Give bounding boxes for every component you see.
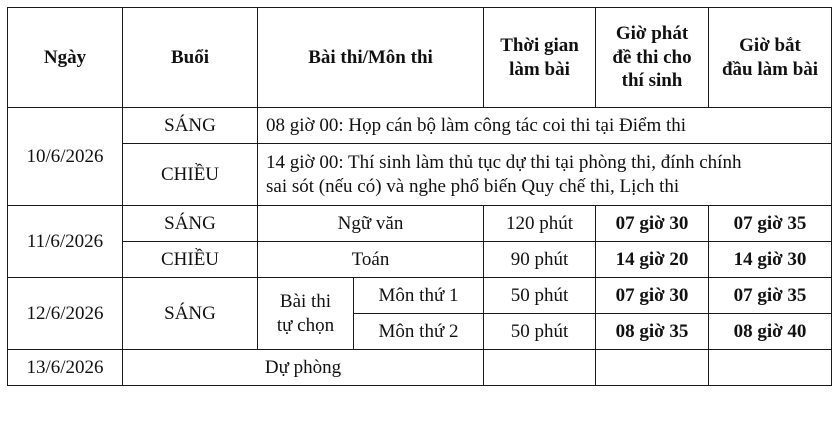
session-cell: SÁNG bbox=[123, 278, 258, 350]
start-time-cell: 08 giờ 40 bbox=[709, 314, 832, 350]
subject-cell: Môn thứ 2 bbox=[354, 314, 484, 350]
group-label-line: Bài thi bbox=[279, 290, 332, 312]
duration-cell: 50 phút bbox=[484, 278, 596, 314]
note-cell: 08 giờ 00: Họp cán bộ làm công tác coi thi tại Điểm thi bbox=[258, 108, 832, 144]
header-start-time bbox=[709, 8, 832, 108]
empty-cell bbox=[709, 350, 832, 386]
header-duration-line1: Thời gian bbox=[500, 34, 579, 56]
header-duration-line2: làm bài bbox=[509, 58, 570, 80]
header-duration bbox=[484, 8, 596, 108]
distribute-time-cell: 08 giờ 35 bbox=[596, 314, 709, 350]
session-cell: SÁNG bbox=[123, 206, 258, 242]
subject-cell: Ngữ văn bbox=[258, 206, 484, 242]
distribute-time-cell: 07 giờ 30 bbox=[596, 278, 709, 314]
note-line: sai sót (nếu có) và nghe phổ biến Quy chế thi, Lịch thi bbox=[266, 175, 680, 197]
subject-cell: Toán bbox=[258, 242, 484, 278]
subject-cell: Môn thứ 1 bbox=[354, 278, 484, 314]
header-distribute-time bbox=[596, 8, 709, 108]
note-cell bbox=[258, 144, 832, 206]
date-cell: 11/6/2026 bbox=[8, 206, 123, 278]
table-row bbox=[8, 242, 832, 278]
header-distribute-line1: Giờ phát bbox=[615, 22, 689, 44]
header-subject: Bài thi/Môn thi bbox=[258, 8, 484, 108]
table-row bbox=[8, 278, 832, 314]
table-row bbox=[8, 108, 832, 144]
distribute-time-cell: 07 giờ 30 bbox=[596, 206, 709, 242]
header-date: Ngày bbox=[8, 8, 123, 108]
date-cell: 13/6/2026 bbox=[8, 350, 123, 386]
header-distribute-line3: thí sinh bbox=[621, 70, 683, 92]
duration-cell: 50 phút bbox=[484, 314, 596, 350]
table-row bbox=[8, 206, 832, 242]
header-session: Buổi bbox=[123, 8, 258, 108]
reserve-cell: Dự phòng bbox=[123, 350, 484, 386]
empty-cell bbox=[484, 350, 596, 386]
duration-cell: 90 phút bbox=[484, 242, 596, 278]
start-time-cell: 07 giờ 35 bbox=[709, 206, 832, 242]
header-row bbox=[8, 8, 832, 108]
session-cell: CHIỀU bbox=[123, 242, 258, 278]
table-row bbox=[8, 144, 832, 206]
exam-schedule bbox=[7, 7, 832, 386]
session-cell: SÁNG bbox=[123, 108, 258, 144]
start-time-cell: 14 giờ 30 bbox=[709, 242, 832, 278]
date-cell: 10/6/2026 bbox=[8, 108, 123, 206]
table-row bbox=[8, 350, 832, 386]
header-distribute-line2: đề thi cho bbox=[612, 46, 692, 68]
header-start-line2: đầu làm bài bbox=[721, 58, 819, 80]
start-time-cell: 07 giờ 35 bbox=[709, 278, 832, 314]
group-label-line: tự chọn bbox=[276, 314, 335, 336]
header-start-line1: Giờ bắt bbox=[739, 34, 801, 56]
exam-schedule-table bbox=[7, 7, 832, 386]
note-line: 14 giờ 00: Thí sinh làm thủ tục dự thi tại phòng thi, đính chính bbox=[266, 151, 742, 173]
distribute-time-cell: 14 giờ 20 bbox=[596, 242, 709, 278]
empty-cell bbox=[596, 350, 709, 386]
optional-exam-group-cell bbox=[258, 278, 354, 350]
date-cell: 12/6/2026 bbox=[8, 278, 123, 350]
duration-cell: 120 phút bbox=[484, 206, 596, 242]
session-cell: CHIỀU bbox=[123, 144, 258, 206]
